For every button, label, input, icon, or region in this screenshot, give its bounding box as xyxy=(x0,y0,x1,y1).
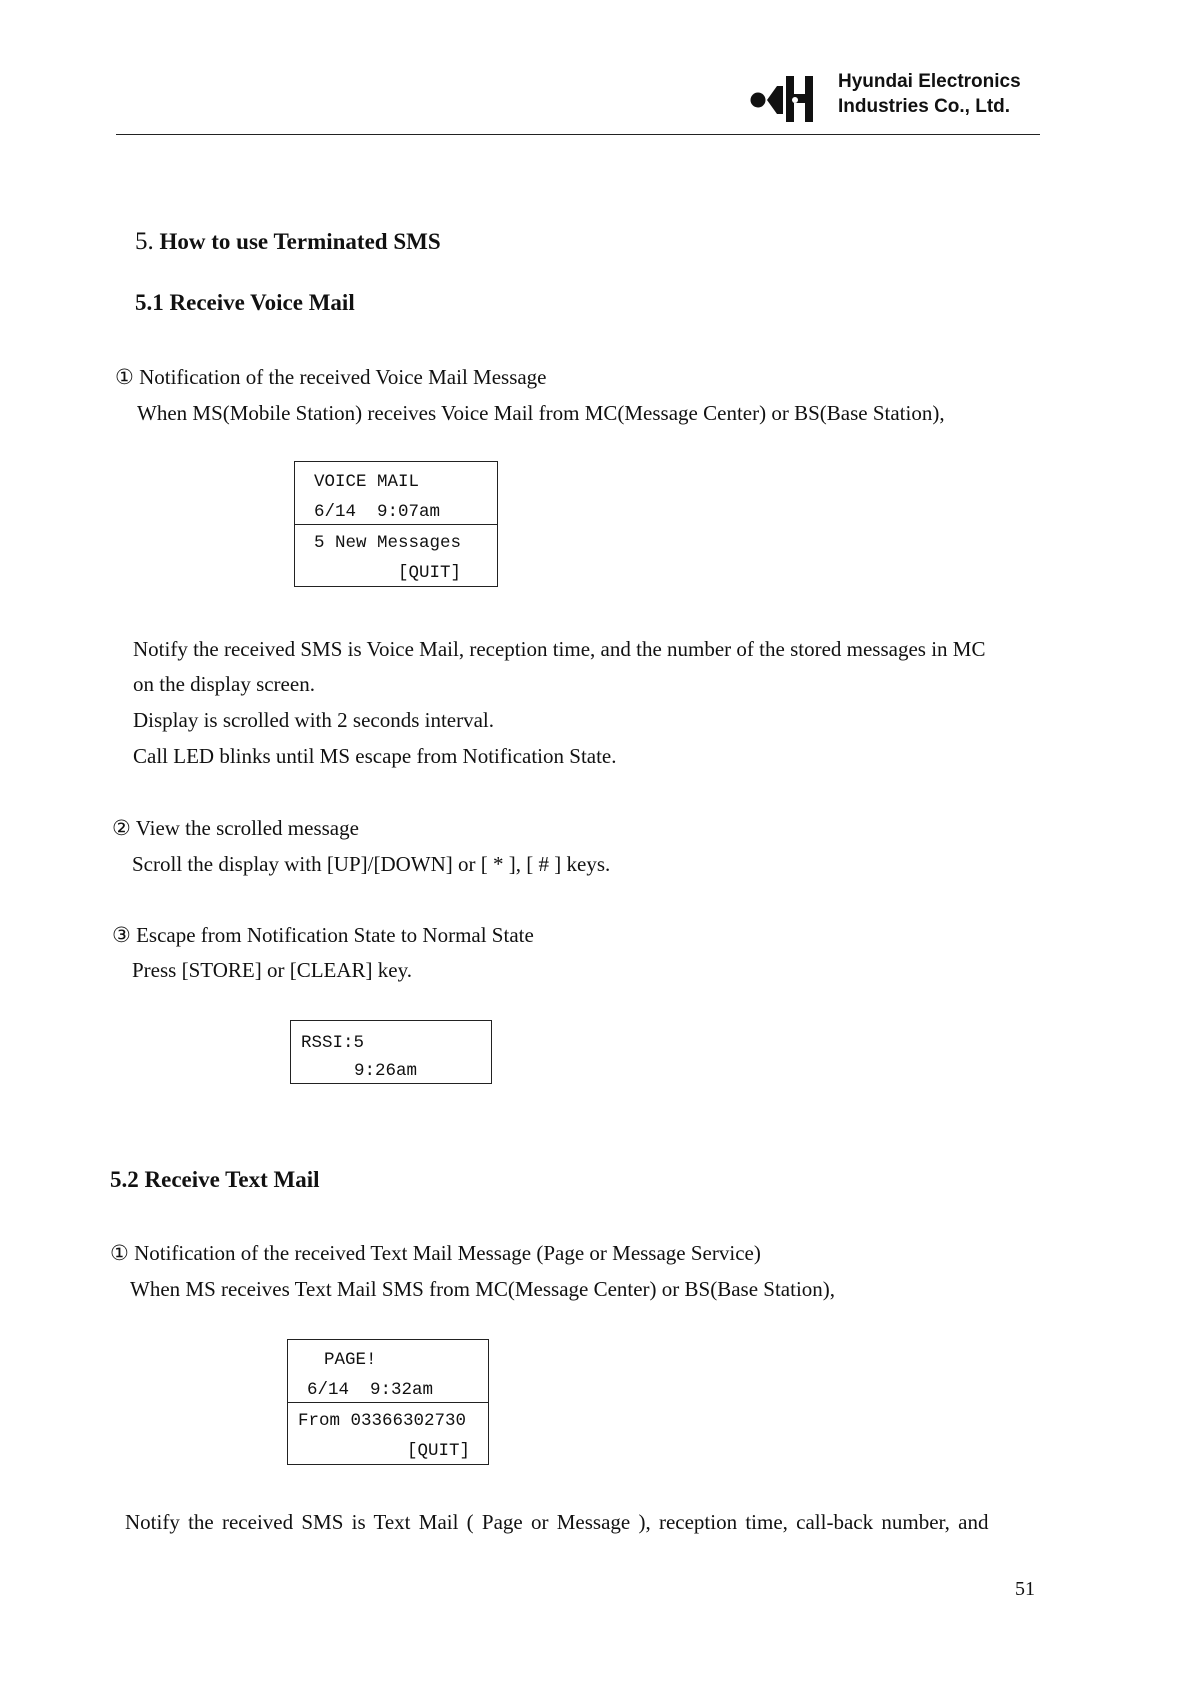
lcd-line-time: 6/14 9:32am xyxy=(307,1380,434,1400)
note-line: Notify the received SMS is Text Mail ( Page or Message ), reception time, call-back number, and xyxy=(125,1510,989,1534)
subsection-heading-voice-mail: 5.1 Receive Voice Mail xyxy=(135,290,355,315)
note-line: Display is scrolled with 2 seconds interval. xyxy=(133,708,495,732)
step-3-text: Press [STORE] or [CLEAR] key. xyxy=(132,958,412,982)
lcd-idle xyxy=(290,1020,492,1084)
step-1-heading xyxy=(110,1241,761,1266)
lcd-quit-label: [QUIT] xyxy=(407,1441,471,1461)
step-1-text: When MS receives Text Mail SMS from MC(Message Center) or BS(Base Station), xyxy=(130,1277,836,1301)
step-title: View the scrolled message xyxy=(135,816,359,840)
step-title: Notification of the received Voice Mail Message xyxy=(139,365,547,389)
step-marker-3: ③ xyxy=(112,923,131,947)
header-rule xyxy=(116,134,1040,135)
lcd-line-messages: 5 New Messages xyxy=(314,533,462,553)
lcd-line-time: 9:26am xyxy=(354,1061,418,1081)
step-2-text: Scroll the display with [UP]/[DOWN] or [ * ], [ # ] keys. xyxy=(132,852,611,876)
lcd-line-type: VOICE MAIL xyxy=(314,472,420,492)
step-1-heading xyxy=(115,365,547,390)
step-title: Notification of the received Text Mail Message (Page or Message Service) xyxy=(134,1241,761,1265)
lcd-header-section xyxy=(288,1340,488,1402)
section-title: How to use Terminated SMS xyxy=(159,229,441,254)
step-marker-1: ① xyxy=(110,1241,129,1265)
note-line: Notify the received SMS is Voice Mail, reception time, and the number of the stored messages in MC xyxy=(133,637,986,661)
note-line: Call LED blinks until MS escape from Notification State. xyxy=(133,744,617,768)
lcd-body-section xyxy=(295,524,497,585)
lcd-voice-mail xyxy=(294,461,498,587)
step-title: Escape from Notification State to Normal State xyxy=(136,923,534,947)
section-number: 5. xyxy=(135,228,154,255)
lcd-body-section xyxy=(288,1402,488,1463)
lcd-line-from: From 03366302730 xyxy=(298,1411,467,1431)
lcd-line-time: 6/14 9:07am xyxy=(314,502,441,522)
hyundai-logo-icon xyxy=(749,74,819,124)
lcd-line-type: PAGE! xyxy=(324,1350,377,1370)
lcd-header-section xyxy=(295,462,497,524)
lcd-page xyxy=(287,1339,489,1465)
note-line: on the display screen. xyxy=(133,672,315,696)
step-marker-2: ② xyxy=(112,816,131,840)
company-name-line1: Hyundai Electronics xyxy=(838,71,1021,92)
step-3-heading xyxy=(112,923,534,948)
step-2-heading xyxy=(112,816,359,841)
lcd-idle-section xyxy=(291,1021,491,1081)
section-heading xyxy=(135,228,441,256)
page-number: 51 xyxy=(1015,1578,1035,1600)
step-marker-1: ① xyxy=(115,365,134,389)
lcd-quit-label: [QUIT] xyxy=(398,563,462,583)
company-name-line2: Industries Co., Ltd. xyxy=(838,96,1011,117)
subsection-heading-text-mail: 5.2 Receive Text Mail xyxy=(110,1167,320,1192)
step-1-text: When MS(Mobile Station) receives Voice Mail from MC(Message Center) or BS(Base Station), xyxy=(137,401,945,425)
lcd-line-rssi: RSSI:5 xyxy=(301,1033,365,1053)
